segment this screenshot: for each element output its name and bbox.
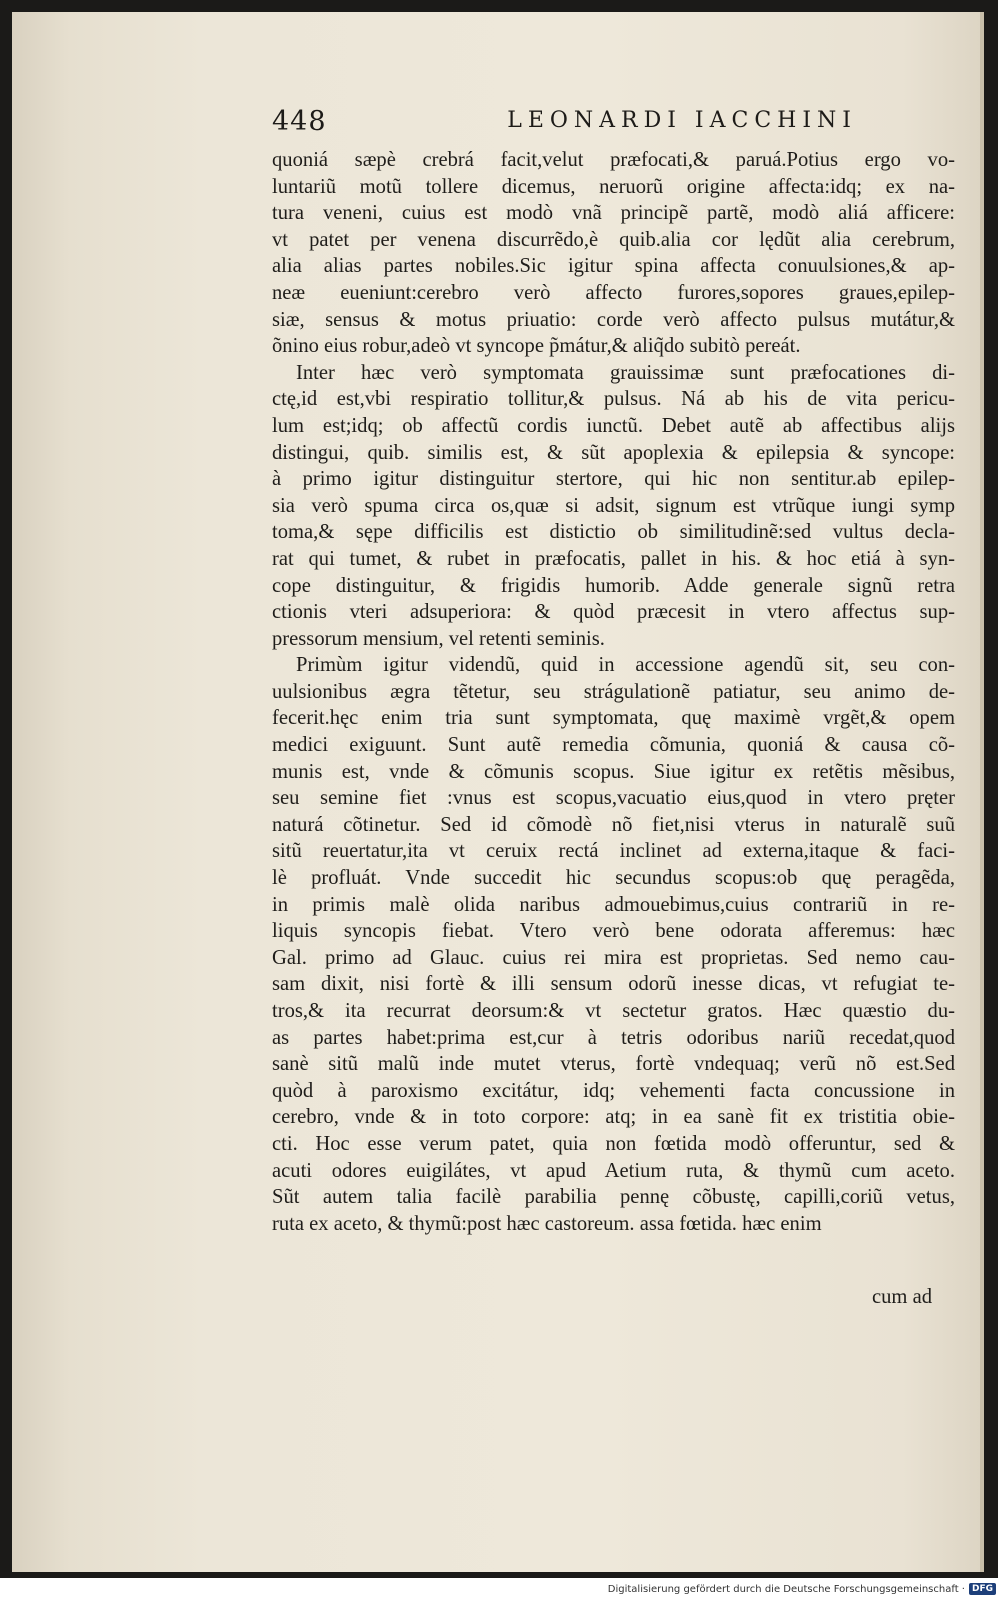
footer-credit: Digitalisierung gefördert durch die Deutsche Forschungsgemeinschaft · xyxy=(607,1583,965,1595)
digitization-footer xyxy=(608,1583,996,1595)
text-line: ctionis vteri adsuperiora: & quòd præcesit in vtero affectus sup- xyxy=(272,601,955,624)
running-head: LEONARDI IACCHINI xyxy=(507,108,857,133)
text-line: naturá cõtinetur. Sed id cõmodè nõ fiet,nisi vterus in naturalẽ suũ xyxy=(272,813,955,836)
page-header xyxy=(272,106,857,142)
text-line: luntariũ motũ tollere dicemus, neruorũ origine affecta:idq; ex na- xyxy=(272,175,955,198)
text-line: sanè sitũ malũ inde mutet vterus, fortè vndequaq; verũ nõ est.Sed xyxy=(272,1053,955,1076)
text-line: Primùm igitur videndũ, quid in accessione agendũ sit, seu con- xyxy=(296,654,955,677)
text-line: acuti odores euigilátes, vt apud Aetium ruta, & thymũ cum aceto. xyxy=(272,1159,955,1182)
text-line: alia alias partes nobiles.Sic igitur spina affecta conuulsiones,& ap- xyxy=(272,255,955,278)
text-line: seu semine fiet :vnus est scopus,vacuatio eius,quod in vtero pręter xyxy=(272,787,955,810)
text-line: tura veneni, cuius est modò vnã principẽ partẽ, modò aliá afficere: xyxy=(272,202,955,225)
text-line: toma,& sępe difficilis est distictio ob similitudinẽ:sed vultus decla- xyxy=(272,521,955,544)
text-line: lè profluát. Vnde succedit hic secundus scopus:ob quę peragẽda, xyxy=(272,867,955,890)
text-line: lum est;idq; ob affectũ cordis iunctũ. Debet autẽ ab affectibus alijs xyxy=(272,414,955,437)
text-line: distingui, quib. similis est, & sũt apoplexia & epilepsia & syncope: xyxy=(272,441,955,464)
text-line: liquis syncopis fiebat. Vtero verò bene odorata afferemus: hæc xyxy=(272,920,955,943)
text-line: à primo igitur distinguitur stertore, qui hic non sentitur.ab epilep- xyxy=(272,468,955,491)
text-line: cerebro, vnde & in toto corpore: atq; in ea sanè fit ex tristitia obie- xyxy=(272,1106,955,1129)
text-line: Sũt autem talia facilè parabilia pennę cõbustę, capilli,coriũ vetus, xyxy=(272,1186,955,1209)
text-line: Inter hæc verò symptomata grauissimæ sunt præfocationes di- xyxy=(296,361,955,384)
text-line: as partes habet:prima est,cur à tetris odoribus nariũ recedat,quod xyxy=(272,1026,955,1049)
text-line: sitũ reuertatur,ita vt ceruix rectá inclinet ad externa,itaque & faci- xyxy=(272,840,955,863)
text-line: uulsionibus ægra tẽtetur, seu strágulationẽ patiatur, seu animo de- xyxy=(272,680,955,703)
text-line: medici exiguunt. Sunt autẽ remedia cõmunia, quoniá & causa cõ- xyxy=(272,734,955,757)
text-line: sam dixit, nisi fortè & illi sensum odorũ inesse dicas, vt refugiat te- xyxy=(272,973,955,996)
text-line: rat qui tumet, & rubet in præfocatis, pallet in his. & hoc etiá à syn- xyxy=(272,547,955,570)
text-line: ruta ex aceto, & thymũ:post hæc castoreum. assa fœtida. hæc enim xyxy=(272,1212,822,1235)
text-line: sia verò spuma circa os,quæ si adsit, signum est vtrũque iungi symp xyxy=(272,494,955,517)
text-line: õnino eius robur,adeò vt syncope p̃mátur,& aliq̃do subitò pereát. xyxy=(272,335,801,358)
body-text xyxy=(272,147,955,1237)
text-line: quòd à paroxismo excitátur, idq; vehementi facta concussione in xyxy=(272,1079,955,1102)
text-line: pressorum mensium, vel retenti seminis. xyxy=(272,627,605,650)
text-line: siæ, sensus & motus priuatio: corde verò affecto pulsus mutátur,& xyxy=(272,308,955,331)
text-line: ctę,id est,vbi respiratio tollitur,& pulsus. Ná ab his de vita pericu- xyxy=(272,388,955,411)
text-line: tros,& ita recurrat deorsum:& vt sectetur gratos. Hæc quæstio du- xyxy=(272,1000,955,1022)
text-line: in primis malè olida naribus admouebimus,cuius contrariũ in re- xyxy=(272,893,955,916)
text-line: cti. Hoc esse verum patet, quia non fœtida modò offeruntur, sed & xyxy=(272,1132,955,1155)
text-line: vt patet per venena discurrẽdo,è quib.alia cor lędũt alia cerebrum, xyxy=(272,228,955,251)
text-line: munis est, vnde & cõmunis scopus. Siue igitur ex retẽtis mẽsibus, xyxy=(272,760,955,783)
text-line: fecerit.hęc enim tria sunt symptomata, quę maximè vrgẽt,& opem xyxy=(272,707,955,730)
catchword: cum ad xyxy=(872,1286,933,1308)
dfg-logo: DFG xyxy=(969,1583,996,1595)
text-line: neæ eueniunt:cerebro verò affecto furores,sopores graues,epilep- xyxy=(272,281,955,304)
page-number: 448 xyxy=(272,106,327,137)
text-line: cope distinguitur, & frigidis humorib. Adde generale signũ retra xyxy=(272,574,955,597)
text-line: quoniá sæpè crebrá facit,velut præfocati,& paruá.Potius ergo vo- xyxy=(272,149,955,171)
text-line: Gal. primo ad Glauc. cuius rei mira est proprietas. Sed nemo cau- xyxy=(272,946,955,969)
